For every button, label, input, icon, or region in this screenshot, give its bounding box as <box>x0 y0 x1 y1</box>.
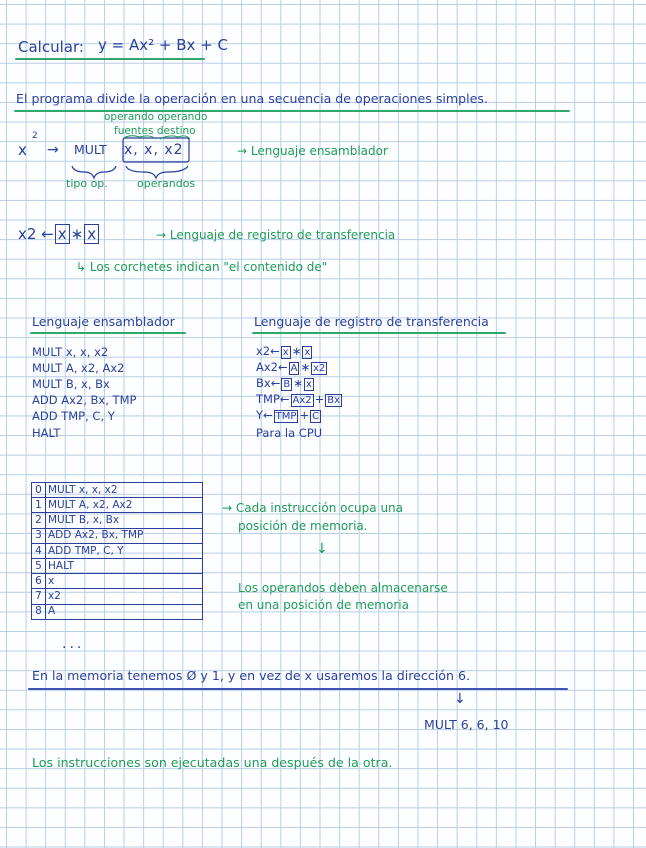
rtl-dest: TMP <box>256 392 280 406</box>
memory-address: 8 <box>32 604 46 619</box>
rtl-line-2: Ax2← A ∗ x2 <box>256 360 326 374</box>
memory-row <box>32 558 203 573</box>
memory-content: ADD Ax2, Bx, TMP <box>46 528 203 543</box>
assembly-line-4: ADD Ax2, Bx, TMP <box>32 393 137 407</box>
rtl-dest: Ax2 <box>256 360 278 374</box>
example-instruction: MULT <box>74 142 107 157</box>
final-down-arrow-icon: ↓ <box>454 691 466 707</box>
rtl-dest: Bx <box>256 376 271 390</box>
rtl-op: ∗ <box>300 360 311 374</box>
assembly-language-label: → Lenguaje ensamblador <box>237 144 388 158</box>
rtl-op: + <box>314 392 325 406</box>
execution-note: Los instrucciones son ejecutadas una después de la otra. <box>32 755 393 770</box>
memory-row <box>32 543 203 558</box>
memory-content: x2 <box>46 589 203 604</box>
transfer-note: ↳ Los corchetes indican "el contenido de" <box>76 260 328 274</box>
memory-content: HALT <box>46 558 203 573</box>
rtl-line-1: x2← x ∗ x <box>256 344 311 358</box>
memory-address: 7 <box>32 589 46 604</box>
memory-note-line-2: posición de memoria. <box>238 519 368 533</box>
rtl-operand-b: x <box>304 347 311 358</box>
assembly-line-2: MULT A, x2, Ax2 <box>32 361 125 375</box>
intro-underline <box>14 110 570 112</box>
annotation-operando: operando operando <box>104 111 208 123</box>
assembly-column-header: Lenguaje ensamblador <box>32 314 175 329</box>
header-formula: y = Ax² + Bx + C <box>98 36 228 54</box>
rtl-dest: Y <box>256 408 264 422</box>
memory-content: x <box>46 574 203 589</box>
memory-row <box>32 498 203 513</box>
memory-address: 2 <box>32 513 46 528</box>
memory-table <box>31 482 203 620</box>
memory-row <box>32 604 203 619</box>
rtl-operand-b: x <box>305 379 312 390</box>
rtl-op: ∗ <box>293 376 303 390</box>
rtl-operand-a: Ax2 <box>292 395 312 406</box>
memory-address: 3 <box>32 528 46 543</box>
final-instruction: MULT 6, 6, 10 <box>424 717 509 732</box>
assembly-line-1: MULT x, x, x2 <box>32 345 109 359</box>
memory-content: ADD TMP, C, Y <box>46 543 203 558</box>
annotation-fuentes: fuentes destino <box>114 125 196 137</box>
assembly-header-underline <box>30 332 186 334</box>
rtl-line-5: Y← TMP + C <box>256 408 320 422</box>
memory-explanation-underline <box>28 688 568 690</box>
transfer-operand-b: x <box>84 224 99 244</box>
memory-address: 5 <box>32 558 46 573</box>
header-title: Calcular: <box>18 38 84 56</box>
rtl-operand-b: C <box>312 411 320 422</box>
memory-row <box>32 513 203 528</box>
memory-ellipsis: ... <box>62 636 85 652</box>
memory-note2-line-1: Los operandos deben almacenarse <box>238 581 448 595</box>
assembly-line-5: ADD TMP, C, Y <box>32 409 115 423</box>
rtl-operand-a: B <box>283 379 291 390</box>
label-operands: operandos <box>137 177 196 190</box>
memory-explanation: En la memoria tenemos Ø y 1, y en vez de x usaremos la dirección 6. <box>32 668 470 683</box>
memory-address: 1 <box>32 498 46 513</box>
memory-content: MULT A, x2, Ax2 <box>46 498 203 513</box>
memory-address: 0 <box>32 483 46 498</box>
transfer-line <box>18 227 100 242</box>
rtl-operand-b: x2 <box>313 363 326 374</box>
memory-row <box>32 483 203 498</box>
memory-row <box>32 589 203 604</box>
rtl-operand-a: TMP <box>275 411 297 422</box>
header-underline <box>15 58 205 60</box>
rtl-op: ∗ <box>291 344 302 358</box>
rtl-op: + <box>299 408 310 422</box>
rtl-footer: Para la CPU <box>256 426 323 440</box>
memory-content: A <box>46 604 203 619</box>
memory-row <box>32 528 203 543</box>
memory-address: 4 <box>32 543 46 558</box>
rtl-header-underline <box>252 332 506 334</box>
memory-note-line-1: → Cada instrucción ocupa una <box>222 501 404 515</box>
memory-content: MULT x, x, x2 <box>46 483 203 498</box>
transfer-arrow-icon: ← <box>41 225 54 243</box>
transfer-dest: x2 <box>18 225 37 243</box>
transfer-op: ∗ <box>70 225 84 243</box>
rtl-operand-b: Bx <box>327 395 341 406</box>
rtl-dest: x2 <box>256 344 271 358</box>
assembly-line-3: MULT B, x, Bx <box>32 377 110 391</box>
example-operands: x, x, x2 <box>124 142 184 158</box>
transfer-operand-a: x <box>55 224 70 244</box>
label-op-type: tipo op. <box>66 177 108 190</box>
rtl-column-header: Lenguaje de registro de transferencia <box>254 314 489 329</box>
intro-text: El programa divide la operación en una secuencia de operaciones simples. <box>16 91 488 106</box>
rtl-operand-a: A <box>290 363 298 374</box>
transfer-language-label: → Lenguaje de registro de transferencia <box>156 228 396 242</box>
example-lhs-exponent: 2 <box>32 131 38 141</box>
memory-row <box>32 574 203 589</box>
operand-braces <box>60 134 200 184</box>
rtl-operand-a: x <box>282 347 289 358</box>
memory-address: 6 <box>32 574 46 589</box>
rtl-line-4: TMP← Ax2 + Bx <box>256 392 341 406</box>
rtl-line-3: Bx← B ∗ x <box>256 376 312 390</box>
memory-down-arrow-icon: ↓ <box>316 541 328 557</box>
assembly-line-6: HALT <box>32 426 61 440</box>
example-lhs: x <box>18 141 27 159</box>
example-arrow-icon: → <box>47 142 59 158</box>
memory-content: MULT B, x, Bx <box>46 513 203 528</box>
memory-note2-line-2: en una posición de memoria <box>238 598 409 612</box>
